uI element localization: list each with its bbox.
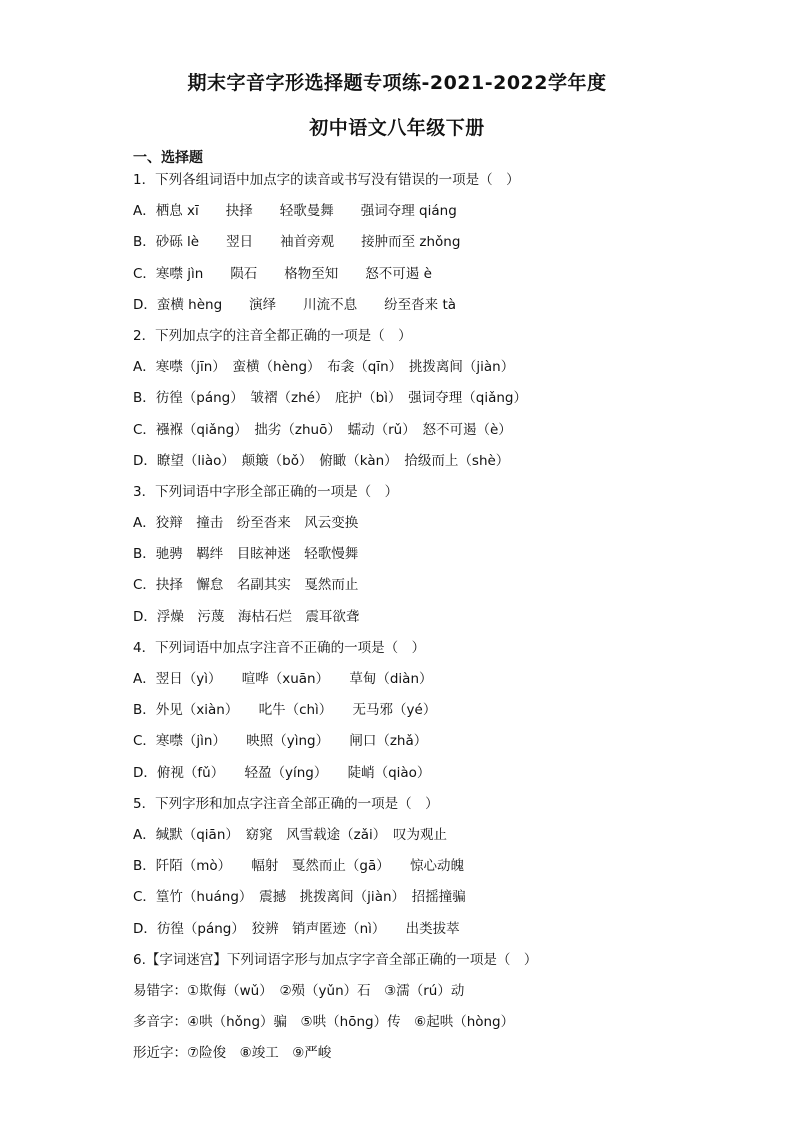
question-1-option-a: A．栖息 xī 抉择 轻歌曼舞 强词夺理 qiáng: [133, 203, 457, 220]
section-heading: 一、选择题: [133, 150, 203, 166]
question-3-option-c: C．抉择 懈怠 名副其实 戛然而止: [133, 577, 359, 594]
question-6-polyphonic-words: 多音字：④哄（hǒng）骗 ⑤哄（hōng）传 ⑥起哄（hòng）: [133, 1014, 515, 1031]
question-6-stem: 6.【字词迷宫】下列词语字形与加点字字音全部正确的一项是（ ）: [133, 951, 538, 968]
question-4-stem: 4．下列词语中加点字注音不正确的一项是（ ）: [133, 639, 426, 656]
question-4-option-a: A．翌日（yì） 喧哗（xuān） 草甸（diàn）: [133, 671, 433, 687]
question-2-option-c: C．襁褓（qiǎng） 拙劣（zhuō） 蠕动（rǔ） 怒不可遏（è）: [133, 421, 512, 438]
question-3-option-a: A．狡辩 撞击 纷至沓来 风云变换: [133, 515, 359, 532]
question-5-option-c: C．篁竹（huáng） 震撼 挑拨离间（jiàn） 招摇撞骗: [133, 889, 466, 906]
question-3-stem: 3．下列词语中字形全部正确的一项是（ ）: [133, 483, 399, 500]
question-4-option-d: D．俯视（fǔ） 轻盈（yíng） 陡峭（qiào）: [133, 764, 431, 781]
question-4-option-c: C．寒噤（jìn） 映照（yìng） 闸口（zhǎ）: [133, 733, 428, 750]
question-5-option-d: D．彷徨（páng） 狡辨 销声匿迹（nì） 出类拔萃: [133, 920, 460, 937]
question-1-option-d: D．蛮横 hèng 演绎 川流不息 纷至沓来 tà: [133, 296, 457, 313]
question-1-option-b: B．砂砾 lè 翌日 袖首旁观 接肿而至 zhǒng: [133, 234, 461, 251]
question-5-option-b: B．阡陌（mò） 幅射 戛然而止（gā） 惊心动魄: [133, 858, 465, 875]
question-list: [133, 170, 773, 1074]
question-1-stem: 1．下列各组词语中加点字的读音或书写没有错误的一项是（ ）: [133, 172, 520, 188]
question-6-easy-mistake-words: 易错字：①欺侮（wǔ） ②殒（yǔn）石 ③濡（rú）动: [133, 982, 465, 999]
question-2-option-a: A．寒噤（jīn） 蛮横（hèng） 布衾（qīn） 挑拨离间（jiàn）: [133, 359, 515, 376]
question-2-option-d: D．瞭望（liào） 颠簸（bǒ） 俯瞰（kàn） 拾级而上（shè）: [133, 452, 510, 469]
question-4-option-b: B．外见（xiàn） 叱牛（chì） 无马邪（yé）: [133, 702, 437, 719]
document-title-line1: 期末字音字形选择题专项练-2021-2022学年度: [187, 72, 607, 94]
question-5-stem: 5．下列字形和加点字注音全部正确的一项是（ ）: [133, 795, 439, 812]
document-title-line2: 初中语文八年级下册: [309, 117, 485, 139]
question-2-stem: 2．下列加点字的注音全都正确的一项是（ ）: [133, 327, 412, 344]
question-3-option-b: B．驰骋 羁绊 目眩神迷 轻歌慢舞: [133, 546, 359, 563]
question-3-option-d: D．浮燥 污蔑 海枯石烂 震耳欲聋: [133, 608, 360, 625]
question-6-similar-shape-words: 形近字：⑦险俊 ⑧竣工 ⑨严峻: [133, 1045, 332, 1062]
question-2-option-b: B．彷徨（páng） 皱褶（zhé） 庇护（bì） 强词夺理（qiǎng）: [133, 390, 527, 407]
question-5-option-a: A．缄默（qiān） 窈窕 风雪载途（zǎi） 叹为观止: [133, 826, 447, 843]
question-1-option-c: C．寒噤 jìn 陨石 格物至知 怒不可遏 è: [133, 265, 432, 282]
